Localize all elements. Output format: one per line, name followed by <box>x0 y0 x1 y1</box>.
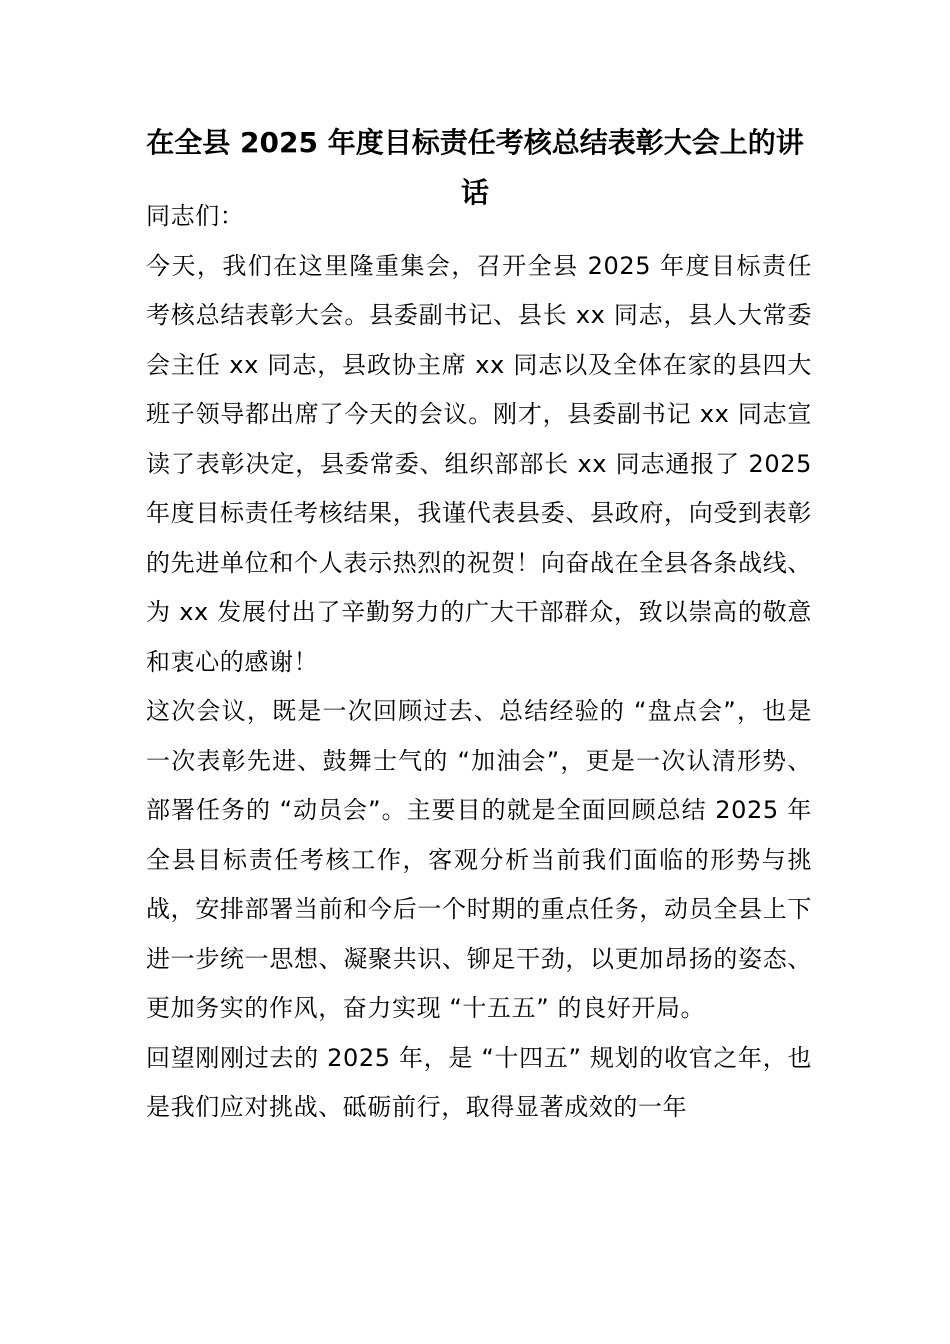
paragraph-1: 今天，我们在这里隆重集会，召开全县 2025 年度目标责任考核总结表彰大会。县委副书记、县长 xx 同志，县人大常委会主任 xx 同志，县政协主席 xx 同志以及全体在家的县四大班子领导都出席了今天的会议。刚才，县委副书记 xx 同志宣读了表彰决定，县委常委、组织部部长 xx 同志通报了 2025 年度目标责任考核结果，我谨代表县委、县政府，向受到表彰的先进单位和个人表示热烈的祝贺！向奋战在全县各条战线、为 xx 发展付出了辛勤努力的广大干部群众，致以崇高的敬意和衷心的感谢！ <box>146 251 812 676</box>
salutation: 同志们： <box>146 202 245 230</box>
paragraph-3: 回望刚刚过去的 2025 年，是 “十四五” 规划的收官之年，也是我们应对挑战、砥砺前行，取得显著成效的一年 <box>146 1043 812 1121</box>
document-title: 在全县 2025 年度目标责任考核总结表彰大会上的讲话 <box>146 126 804 209</box>
paragraph-2: 这次会议，既是一次回顾过去、总结经验的 “盘点会”，也是一次表彰先进、鼓舞士气的 “加油会”，更是一次认清形势、部署任务的 “动员会”。主要目的就是全面回顾总结 2025 年全县目标责任考核工作，客观分析当前我们面临的形势与挑战，安排部署当前和今后一个时期的重点任务，动员全县上下进一步统一思想、凝聚共识、铆足干劲，以更加昂扬的姿态、更加务实的作风，奋力实现 “十五五” 的良好开局。 <box>146 697 812 1022</box>
document-body <box>146 192 812 1133</box>
